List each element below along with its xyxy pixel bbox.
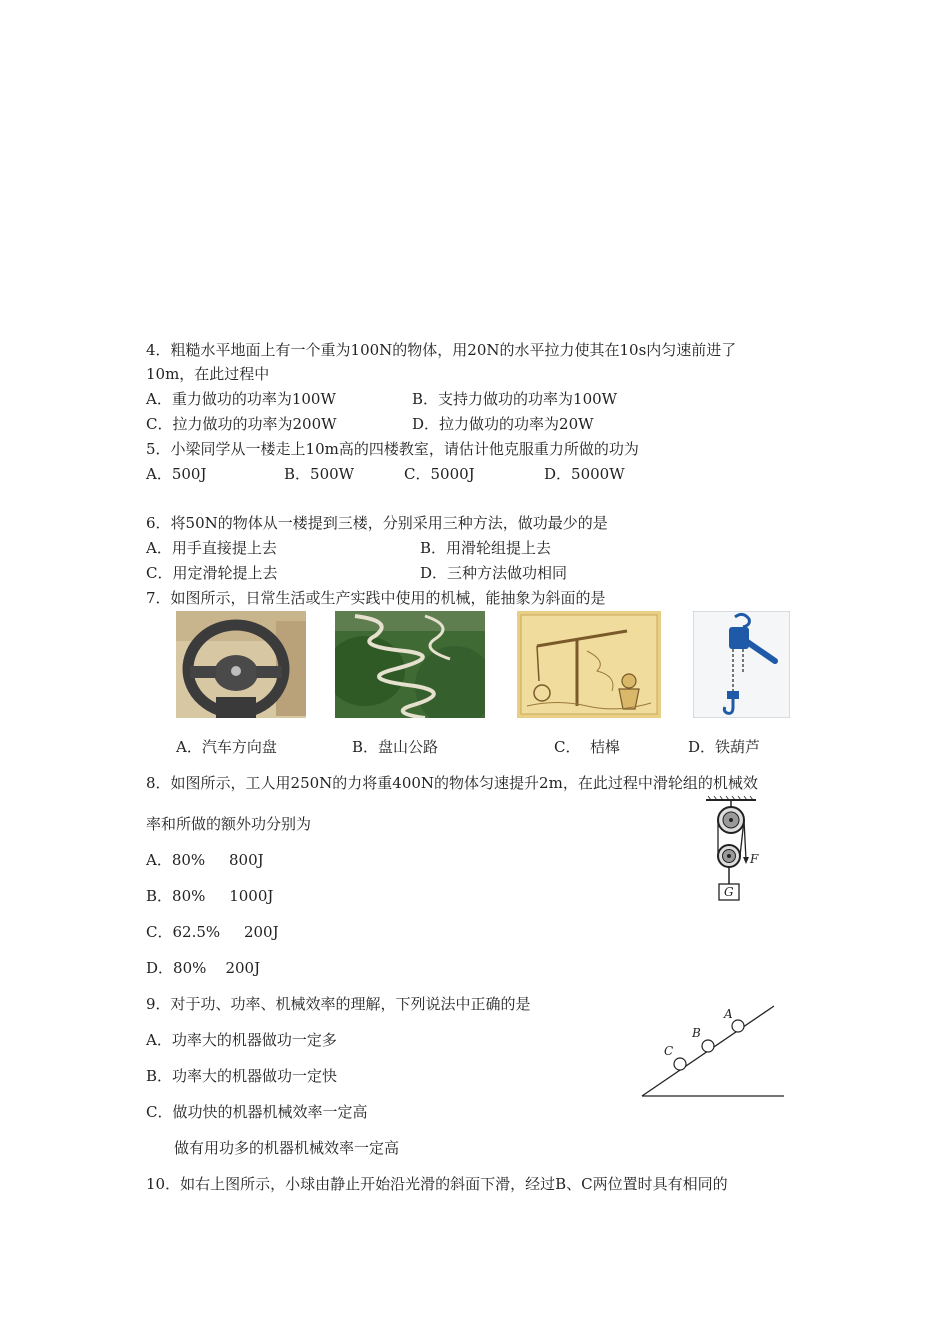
q8-option-b: B．80% 1000J <box>146 887 274 905</box>
q8-stem-line1: 8．如图所示，工人用250N的力将重400N的物体匀速提升2m，在此过程中滑轮组的机械效 <box>146 774 758 792</box>
q5-option-a: A．500J <box>146 465 207 483</box>
q5-option-b: B．500W <box>284 465 355 483</box>
q8-option-d: D．80% 200J <box>146 959 261 977</box>
weight-label: G <box>724 885 734 899</box>
q7-option-a: A．汽车方向盘 <box>176 738 277 756</box>
q9-option-b: B．功率大的机器做功一定快 <box>146 1067 338 1085</box>
q8-stem-line2: 率和所做的额外功分别为 <box>146 815 312 833</box>
incline-diagram <box>640 1000 790 1100</box>
force-label: F <box>750 852 759 866</box>
ball-label-c: C <box>664 1044 674 1058</box>
pulley-diagram <box>700 796 770 910</box>
q9-option-c: C．做功快的机器机械效率一定高 <box>146 1103 368 1121</box>
mountain-road-image <box>335 611 485 718</box>
q4-option-b: B．支持力做功的功率为100W <box>412 390 618 408</box>
q4-option-a: A．重力做功的功率为100W <box>146 390 336 408</box>
q4-option-c: C．拉力做功的功率为200W <box>146 415 337 433</box>
q7-option-d: D．铁葫芦 <box>688 738 761 756</box>
q8-option-c: C．62.5% 200J <box>146 923 279 941</box>
q9-option-d: 做有用功多的机器机械效率一定高 <box>174 1139 400 1157</box>
well-sweep-image <box>517 611 661 718</box>
q5-stem: 5．小梁同学从一楼走上10m高的四楼教室，请估计他克服重力所做的功为 <box>146 440 639 458</box>
q9-stem: 9．对于功、功率、机械效率的理解，下列说法中正确的是 <box>146 995 531 1013</box>
q6-option-c: C．用定滑轮提上去 <box>146 564 278 582</box>
chain-hoist-image <box>693 611 790 718</box>
q4-option-d: D．拉力做功的功率为20W <box>412 415 594 433</box>
q6-option-a: A．用手直接提上去 <box>146 539 277 557</box>
q6-stem: 6．将50N的物体从一楼提到三楼，分别采用三种方法，做功最少的是 <box>146 514 608 532</box>
q7-stem: 7．如图所示，日常生活或生产实践中使用的机械，能抽象为斜面的是 <box>146 589 606 607</box>
q4-stem-line1: 4．粗糙水平地面上有一个重为100N的物体，用20N的水平拉力使其在10s内匀速前进了 <box>146 341 737 359</box>
ball-label-b: B <box>692 1026 701 1040</box>
q8-option-a: A．80% 800J <box>146 851 264 869</box>
q6-option-d: D．三种方法做功相同 <box>420 564 568 582</box>
q7-option-b: B．盘山公路 <box>352 738 439 756</box>
q7-option-c: C． 桔槔 <box>554 738 621 756</box>
q10-stem: 10．如右上图所示，小球由静止开始沿光滑的斜面下滑，经过B、C两位置时具有相同的 <box>146 1175 728 1193</box>
q5-option-c: C．5000J <box>404 465 475 483</box>
steering-wheel-image <box>176 611 306 718</box>
ball-label-a: A <box>724 1007 733 1021</box>
q5-option-d: D．5000W <box>544 465 625 483</box>
q9-option-a: A．功率大的机器做功一定多 <box>146 1031 337 1049</box>
q6-option-b: B．用滑轮组提上去 <box>420 539 552 557</box>
q4-stem-line2: 10m，在此过程中 <box>146 365 270 383</box>
